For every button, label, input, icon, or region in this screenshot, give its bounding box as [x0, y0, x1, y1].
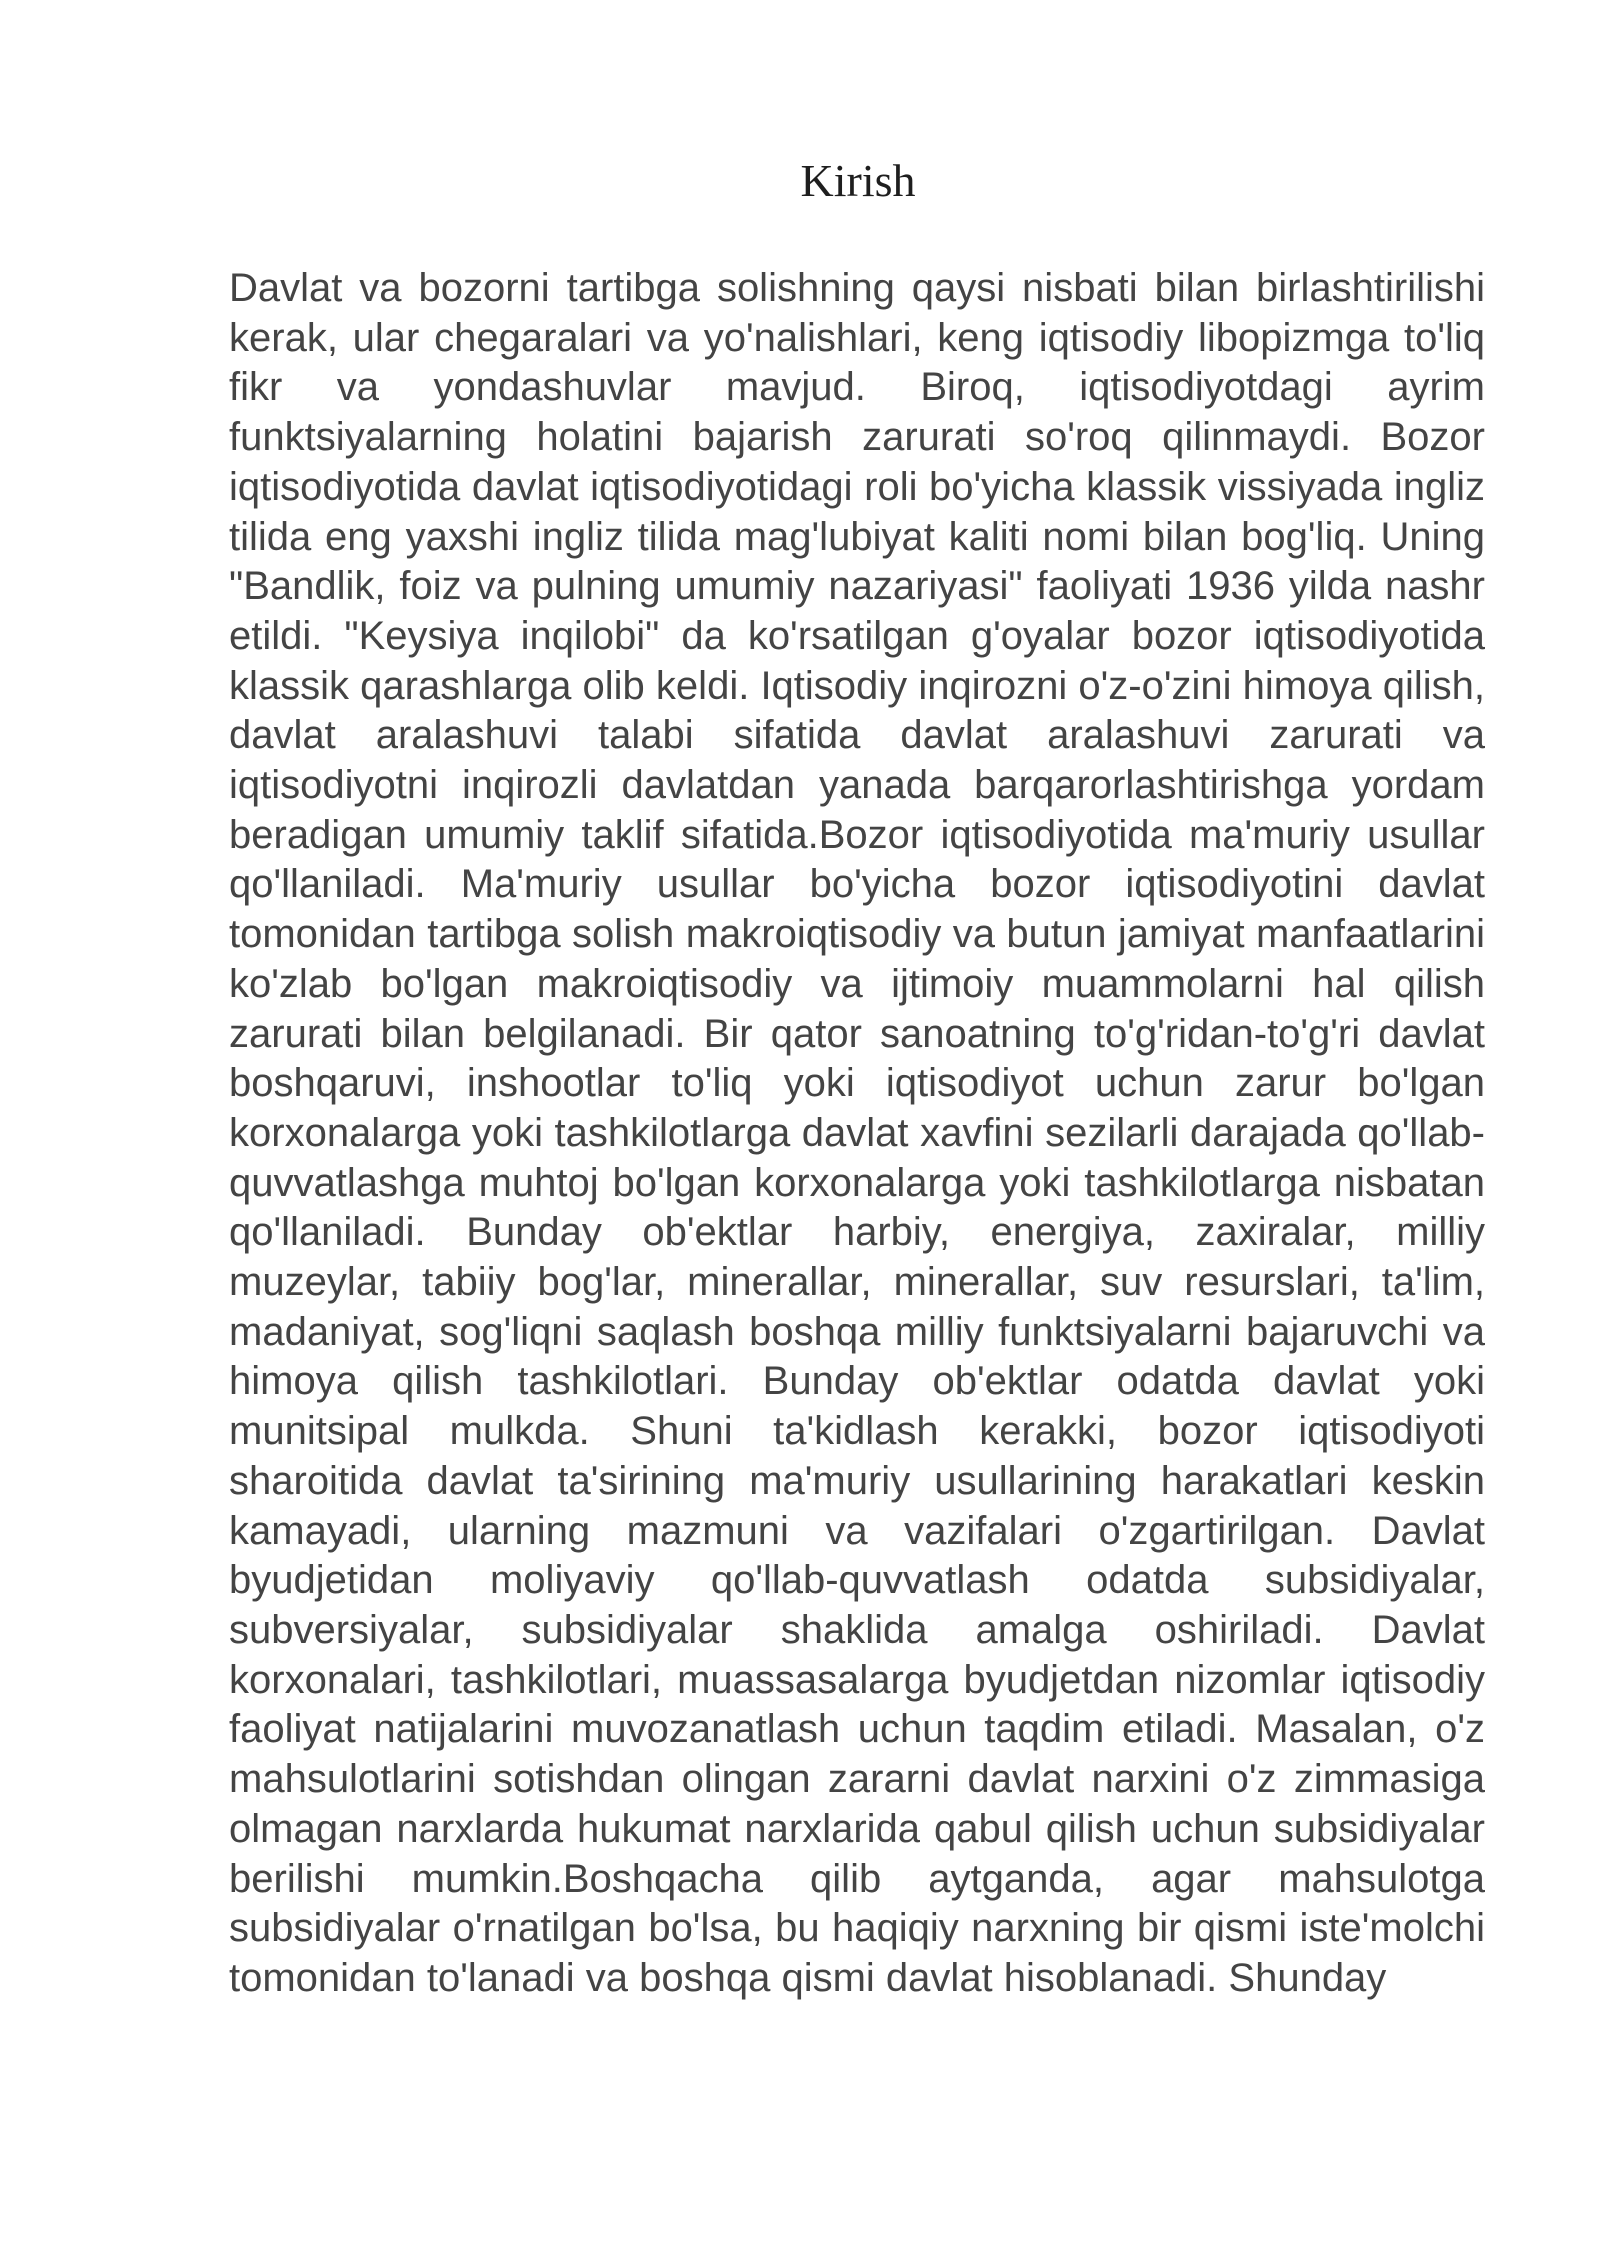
body-paragraph: Davlat va bozorni tartibga solishning qaysi nisbati bilan birlashtirilishi kerak, ular chegaralari va yo'nalishlari, keng iqtisodiy libopizmga to'liq fikr va yondashuvlar mavjud. Biroq, iqtisodiyotdagi ayrim funktsiyalarning holatini bajarish zarurati so'roq qilinmaydi. Bozor iqtisodiyotida davlat iqtisodiyotidagi roli bo'yicha klassik vissiyada ingliz tilida eng yaxshi ingliz tilida mag'lubiyat kaliti nomi bilan bog'liq. Uning "Bandlik, foiz va pulning umumiy nazariyasi" faoliyati 1936 yilda nashr etildi. "Keysiya inqilobi" da ko'rsatilgan g'oyalar bozor iqtisodiyotida klassik qarashlarga olib keldi. Iqtisodiy inqirozni o'z-o'zini himoya qilish, davlat aralashuvi talabi sifatida davlat aralashuvi zarurati va iqtisodiyotni inqirozli davlatdan yanada barqarorlashtirishga yordam beradigan umumiy taklif sifatida.Bozor iqtisodiyotida ma'muriy usullar qo'llaniladi. Ma'muriy usullar bo'yicha bozor iqtisodiyotini davlat tomonidan tartibga solish makroiqtisodiy va butun jamiyat manfaatlarini ko'zlab bo'lgan makroiqtisodiy va ijtimoiy muammolarni hal qilish zarurati bilan belgilanadi. Bir qator sanoatning to'g'ridan-to'g'ri davlat boshqaruvi, inshootlar to'liq yoki iqtisodiyot uchun zarur bo'lgan korxonalarga yoki tashkilotlarga davlat xavfini sezilarli darajada qo'llab-quvvatlashga muhtoj bo'lgan korxonalarga yoki tashkilotlarga nisbatan qo'llaniladi. Bunday ob'ektlar harbiy, energiya, zaxiralar, milliy muzeylar, tabiiy bog'lar, minerallar, minerallar, suv resurslari, ta'lim, madaniyat, sog'liqni saqlash boshqa milliy funktsiyalarni bajaruvchi va himoya qilish tashkilotlari. Bunday ob'ektlar odatda davlat yoki munitsipal mulkda. Shuni ta'kidlash kerakki, bozor iqtisodiyoti sharoitida davlat ta'sirining ma'muriy usullarining harakatlari keskin kamayadi, ularning mazmuni va vazifalari o'zgartirilgan. Davlat byudjetidan moliyaviy qo'llab-quvvatlash odatda subsidiyalar, subversiyalar, subsidiyalar shaklida amalga oshiriladi. Davlat korxonalari, tashkilotlari, muassasalarga byudjetdan nizomlar iqtisodiy faoliyat natijalarini muvozanatlash uchun taqdim etiladi. Masalan, o'z mahsulotlarini sotishdan olingan zararni davlat narxini o'z zimmasiga olmagan narxlarda hukumat narxlarida qabul qilish uchun subsidiyalar berilishi mumkin.Boshqacha qilib aytganda, agar mahsulotga subsidiyalar o'rnatilgan bo'lsa, bu haqiqiy narxning bir qismi iste'molchi tomonidan to'lanadi va boshqa qismi davlat hisoblanadi. Shunday — [229, 266, 1485, 2000]
page-title: Kirish — [800, 155, 916, 206]
